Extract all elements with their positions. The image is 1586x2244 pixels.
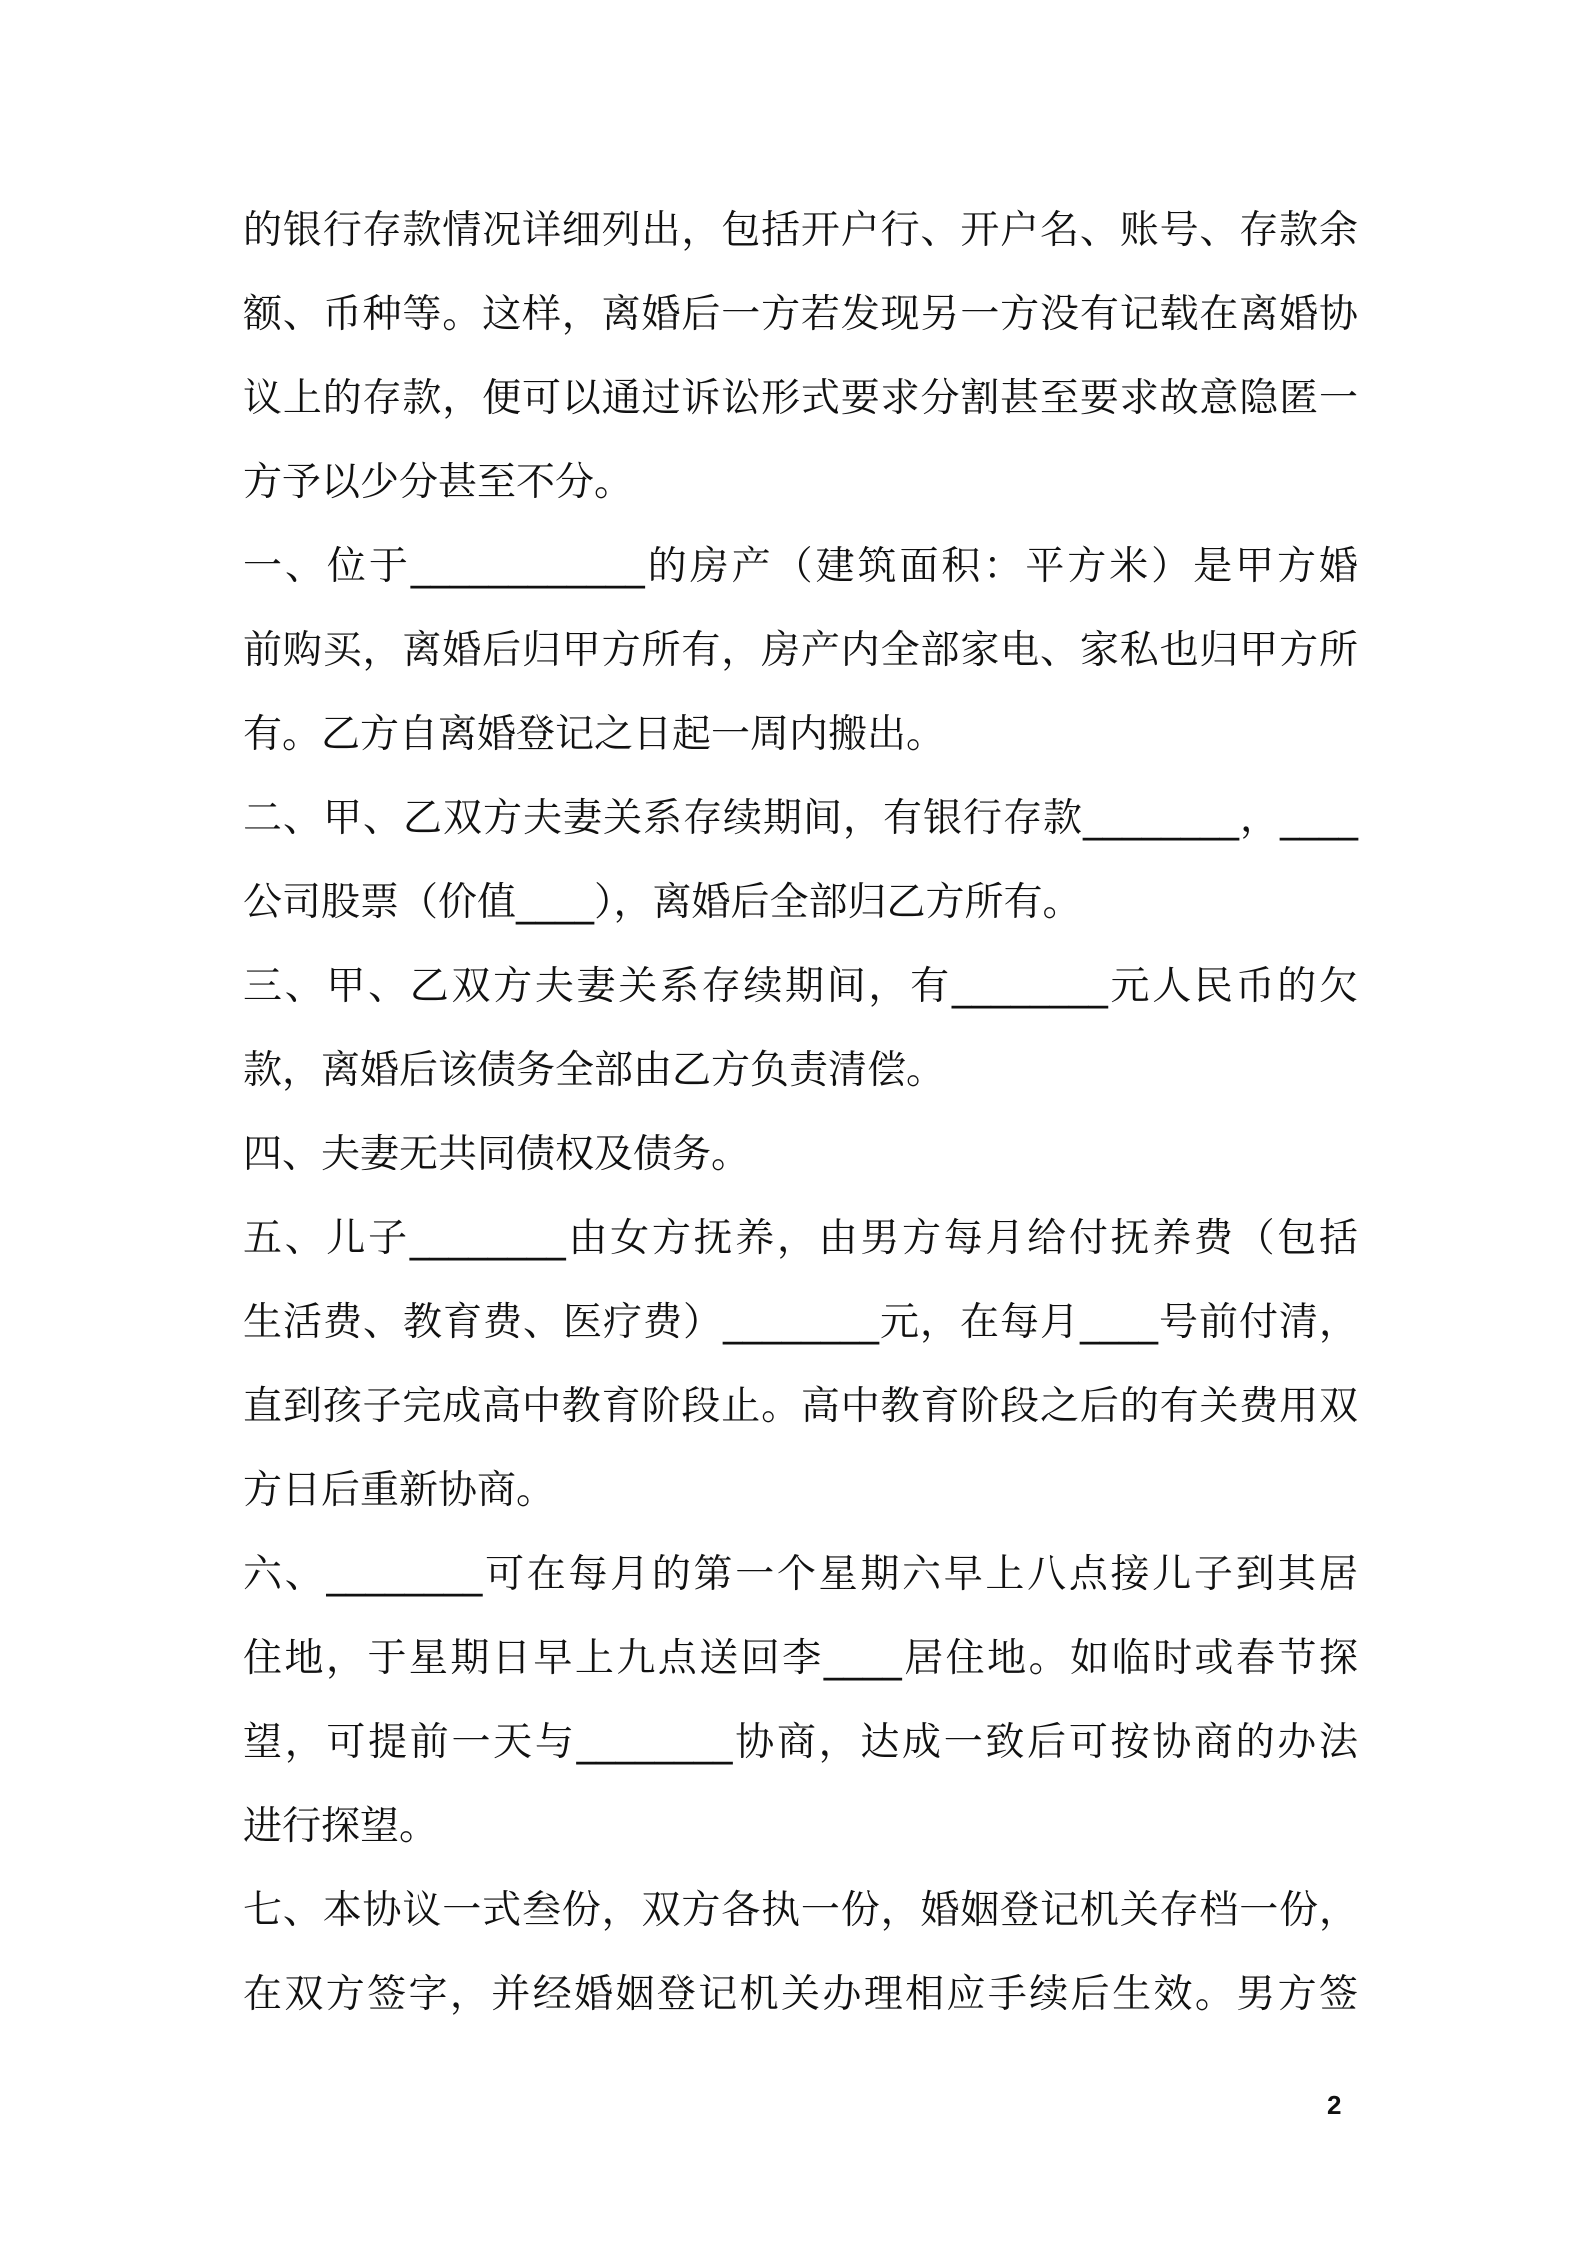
text-line: 住地，于星期日早上九点送回李____居住地。如临时或春节探	[243, 1636, 1358, 1681]
document-body	[243, 196, 1358, 2044]
text-line: 七、本协议一式叁份，双方各执一份，婚姻登记机关存档一份，	[243, 1888, 1358, 1933]
text-line: 在双方签字，并经婚姻登记机关办理相应手续后生效。男方签	[243, 1972, 1358, 2017]
text-line: 生活费、教育费、医疗费）________元，在每月____号前付清，	[243, 1300, 1358, 1345]
page-number: 2	[1327, 2090, 1342, 2120]
text-line: 望，可提前一天与________协商，达成一致后可按协商的办法	[243, 1720, 1358, 1765]
text-line: 前购买，离婚后归甲方所有，房产内全部家电、家私也归甲方所	[243, 628, 1358, 673]
text-line: 议上的存款，便可以通过诉讼形式要求分割甚至要求故意隐匿一	[243, 376, 1358, 421]
text-line: 进行探望。	[243, 1804, 439, 1849]
text-line: 有。乙方自离婚登记之日起一周内搬出。	[243, 712, 946, 757]
text-line: 六、________可在每月的第一个星期六早上八点接儿子到其居	[243, 1552, 1358, 1597]
text-line: 二、甲、乙双方夫妻关系存续期间，有银行存款________，____	[243, 796, 1358, 841]
text-line: 额、币种等。这样，离婚后一方若发现另一方没有记载在离婚协	[243, 292, 1358, 337]
text-line: 四、夫妻无共同债权及债务。	[243, 1132, 751, 1177]
text-line: 一、位于____________的房产（建筑面积：平方米）是甲方婚	[243, 544, 1358, 589]
text-line: 的银行存款情况详细列出，包括开户行、开户名、账号、存款余	[243, 208, 1358, 253]
text-line: 直到孩子完成高中教育阶段止。高中教育阶段之后的有关费用双	[243, 1384, 1358, 1429]
text-line: 公司股票（价值____），离婚后全部归乙方所有。	[243, 880, 1082, 925]
text-line: 方予以少分甚至不分。	[243, 460, 634, 505]
text-line: 三、甲、乙双方夫妻关系存续期间，有________元人民币的欠	[243, 964, 1358, 1009]
text-line: 款，离婚后该债务全部由乙方负责清偿。	[243, 1048, 946, 1093]
text-line: 方日后重新协商。	[243, 1468, 556, 1513]
text-line: 五、儿子________由女方抚养，由男方每月给付抚养费（包括	[243, 1216, 1358, 1261]
